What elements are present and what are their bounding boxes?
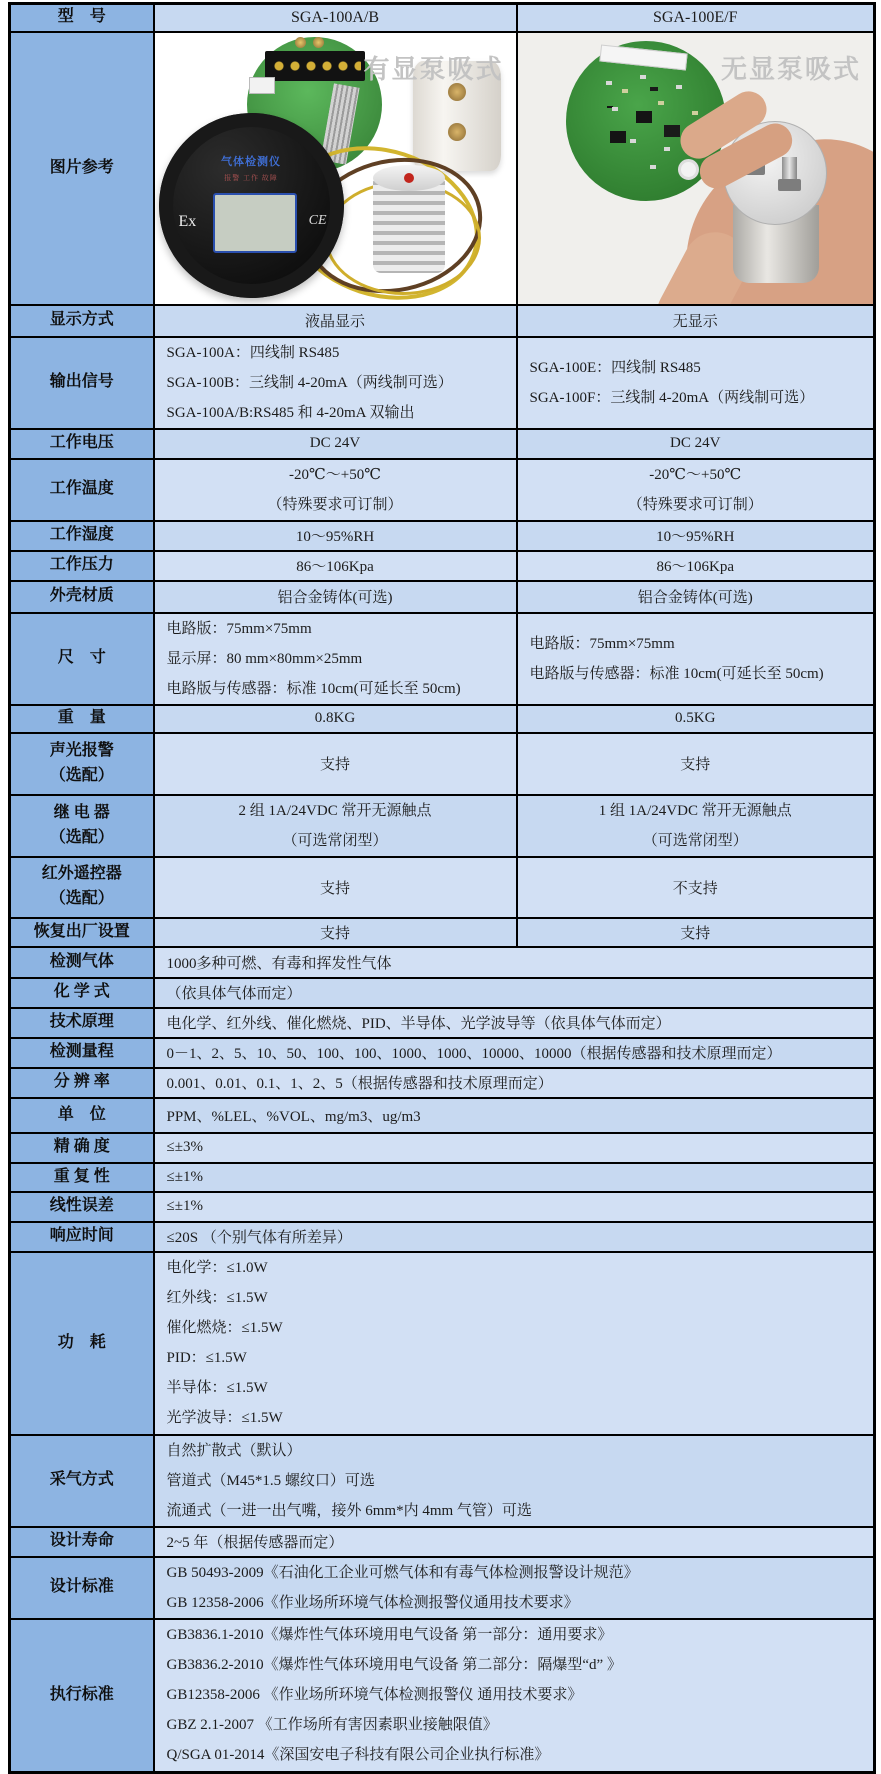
photo-row-label: 图片参考 [10, 32, 154, 305]
label-line: 继 电 器 [53, 803, 110, 821]
nozzle-icon [782, 157, 797, 183]
merged-value: ≤±1% [154, 1192, 875, 1222]
merged-value: 2~5 年（根据传感器而定） [154, 1527, 875, 1557]
spec-row-power [10, 1252, 875, 1435]
spec-row-formula [10, 978, 875, 1008]
spec-row-execution-standard [10, 1619, 875, 1773]
value-right: 铝合金铸体(可选) [517, 581, 875, 613]
row-label: 显示方式 [10, 305, 154, 337]
merged-value [154, 1435, 875, 1527]
value-line: SGA-100E：四线制 RS485 [529, 359, 701, 376]
pcb-label-icon [599, 44, 687, 70]
photo-cell-left [154, 32, 517, 305]
model-name-left: SGA-100A/B [154, 4, 517, 32]
value-right [517, 337, 875, 429]
value-left: 10～95%RH [154, 521, 517, 551]
value-line: （特殊要求可订制） [267, 496, 403, 513]
brass-fitting-icon [448, 123, 466, 141]
spec-row-response-time [10, 1222, 875, 1252]
merged-value: （依具体气体而定） [154, 978, 875, 1008]
label-line: 红外遥控器 [41, 865, 122, 883]
row-label: 采气方式 [10, 1435, 154, 1527]
value-line: 1 组 1A/24VDC 常开无源触点 [598, 802, 792, 819]
value-line: 电路版与传感器：标准 10cm(可延长至 50cm) [166, 680, 461, 697]
value-line: GB 12358-2006《作业场所环境气体检测报警仪通用技术要求》 [166, 1594, 579, 1611]
spec-row-accuracy [10, 1133, 875, 1163]
value-left: 支持 [154, 918, 517, 947]
value-line: 流通式（一进一出气嘴，接外 6mm*内 4mm 气管）可选 [166, 1502, 532, 1519]
value-right [517, 613, 875, 705]
watermark-right: 无显泵吸式 [720, 53, 861, 84]
value-line: SGA-100F：三线制 4-20mA（两线制可选） [529, 389, 815, 406]
merged-value: ≤20S （个别气体有所差异） [154, 1222, 875, 1252]
lcd-screen-icon [213, 193, 297, 253]
label-line: （选配） [49, 766, 114, 784]
value-left [154, 795, 517, 857]
label-line: （选配） [49, 828, 114, 846]
value-line: 催化燃烧：≤1.5W [166, 1320, 283, 1336]
value-right: 支持 [517, 733, 875, 795]
value-right: 支持 [517, 918, 875, 947]
smd-components-icon [606, 81, 612, 85]
value-line: GB3836.1-2010《爆炸性气体环境用电气设备 第一部分：通用要求》 [166, 1627, 613, 1644]
model-row [10, 4, 875, 32]
photo-cell-right [517, 32, 875, 305]
value-line: 管道式（M45*1.5 螺纹口）可选 [166, 1472, 375, 1489]
row-label: 设计寿命 [10, 1527, 154, 1557]
spec-row-pressure [10, 551, 875, 581]
row-label: 功 耗 [10, 1252, 154, 1435]
row-label: 响应时间 [10, 1222, 154, 1252]
row-label: 线性误差 [10, 1192, 154, 1222]
spec-row-factory-reset [10, 918, 875, 947]
value-left [154, 337, 517, 429]
value-line: GB 50493-2009《石油化工企业可燃气体和有毒气体检测报警设计规范》 [166, 1564, 639, 1581]
row-label: 重 量 [10, 705, 154, 733]
spec-row-housing [10, 581, 875, 613]
gas-detector-icon [159, 113, 344, 298]
row-label: 检测量程 [10, 1038, 154, 1068]
value-right [517, 795, 875, 857]
value-left: 0.8KG [154, 705, 517, 733]
spec-row-range [10, 1038, 875, 1068]
product-photo-sga100ab [155, 33, 516, 304]
detector-led-labels: 报警 工作 故障 [224, 173, 278, 182]
value-right: 0.5KG [517, 705, 875, 733]
terminal-block-icon [265, 51, 365, 81]
spec-row-linearity [10, 1192, 875, 1222]
row-label: 重 复 性 [10, 1163, 154, 1192]
value-line: 自然扩散式（默认） [166, 1442, 302, 1459]
merged-value: ≤±3% [154, 1133, 875, 1163]
connector-icon [249, 77, 275, 94]
merged-value: PPM、%LEL、%VOL、mg/m3、ug/m3 [154, 1098, 875, 1133]
value-line: SGA-100A/B:RS485 和 4-20mA 双输出 [166, 404, 415, 421]
spec-row-principle [10, 1008, 875, 1038]
value-line: PID：≤1.5W [166, 1350, 247, 1366]
label-line: 声光报警 [49, 741, 114, 759]
red-dot-icon [404, 173, 414, 183]
value-line: SGA-100B：三线制 4-20mA（两线制可选） [166, 374, 453, 391]
merged-value: ≤±1% [154, 1163, 875, 1192]
spec-row-voltage [10, 429, 875, 459]
row-label: 执行标准 [10, 1619, 154, 1773]
spec-row-weight [10, 705, 875, 733]
merged-value: 电化学、红外线、催化燃烧、PID、半导体、光学波导等（依具体气体而定） [154, 1008, 875, 1038]
value-line: 光学波导：≤1.5W [166, 1410, 283, 1426]
value-line: -20℃～+50℃ [649, 466, 742, 483]
spec-row-dimensions [10, 613, 875, 705]
value-left: 86～106Kpa [154, 551, 517, 581]
merged-value [154, 1252, 875, 1435]
merged-value: 0.001、0.01、0.1、1、2、5（根据传感器和技术原理而定） [154, 1068, 875, 1098]
value-right: 不支持 [517, 857, 875, 918]
value-right: 86～106Kpa [517, 551, 875, 581]
product-photo-sga100ef [518, 33, 874, 304]
spec-row-temperature [10, 459, 875, 521]
value-line: （特殊要求可订制） [627, 496, 763, 513]
sensor-cap-icon [373, 165, 445, 191]
value-line: （可选常闭型） [282, 832, 388, 849]
value-line: （可选常闭型） [642, 832, 748, 849]
spec-row-units [10, 1098, 875, 1133]
mounting-hole-icon [678, 159, 699, 180]
value-left [154, 459, 517, 521]
value-right [517, 459, 875, 521]
chip-components-icon [636, 111, 652, 123]
spec-row-display-mode [10, 305, 875, 337]
row-label: 精 确 度 [10, 1133, 154, 1163]
merged-value [154, 1557, 875, 1619]
value-line: GBZ 2.1-2007 《工作场所有害因素职业接触限值》 [166, 1717, 498, 1734]
spec-row-alarm [10, 733, 875, 795]
value-line: 电路版：75mm×75mm [529, 635, 675, 652]
spec-row-output-signal [10, 337, 875, 429]
value-right: 无显示 [517, 305, 875, 337]
merged-value: 1000多种可燃、有毒和挥发性气体 [154, 947, 875, 978]
value-line: -20℃～+50℃ [288, 466, 381, 483]
row-label: 工作温度 [10, 459, 154, 521]
ex-mark: Ex [178, 212, 197, 230]
value-left [154, 613, 517, 705]
brass-screw-icon [313, 37, 324, 48]
row-label [10, 795, 154, 857]
value-left: DC 24V [154, 429, 517, 459]
value-right: DC 24V [517, 429, 875, 459]
watermark-left: 有显泵吸式 [363, 53, 504, 84]
row-label: 检测气体 [10, 947, 154, 978]
row-label: 输出信号 [10, 337, 154, 429]
merged-value: 0－1、2、5、10、50、100、100、1000、1000、10000、10000（根据传感器和技术原理而定） [154, 1038, 875, 1068]
photo-row [10, 32, 875, 305]
spec-row-relay [10, 795, 875, 857]
row-label: 工作湿度 [10, 521, 154, 551]
value-line: Q/SGA 01-2014《深国安电子科技有限公司企业执行标准》 [166, 1747, 550, 1764]
value-line: 红外线：≤1.5W [166, 1290, 268, 1306]
detector-title: 气体检测仪 [221, 155, 281, 168]
spec-row-humidity [10, 521, 875, 551]
spec-row-lifespan [10, 1527, 875, 1557]
spec-row-design-standard [10, 1557, 875, 1619]
model-row-label: 型 号 [10, 4, 154, 32]
spec-row-repeatability [10, 1163, 875, 1192]
value-line: GB12358-2006 《作业场所环境气体检测报警仪 通用技术要求》 [166, 1687, 583, 1704]
row-label: 工作电压 [10, 429, 154, 459]
brass-screw-icon [295, 37, 306, 48]
row-label: 技术原理 [10, 1008, 154, 1038]
model-name-right: SGA-100E/F [517, 4, 875, 32]
value-line: 电路版与传感器：标准 10cm(可延长至 50cm) [529, 665, 824, 682]
value-line: 电化学：≤1.0W [166, 1260, 268, 1276]
value-left: 铝合金铸体(可选) [154, 581, 517, 613]
value-line: SGA-100A：四线制 RS485 [166, 344, 340, 361]
value-line: 2 组 1A/24VDC 常开无源触点 [238, 802, 432, 819]
row-label [10, 733, 154, 795]
spec-row-gases [10, 947, 875, 978]
ce-mark: CE [308, 212, 327, 228]
row-label: 单 位 [10, 1098, 154, 1133]
row-label: 外壳材质 [10, 581, 154, 613]
spec-row-sampling [10, 1435, 875, 1527]
row-label: 工作压力 [10, 551, 154, 581]
value-line: 显示屏：80 mm×80mm×25mm [166, 650, 363, 667]
value-line: 电路版：75mm×75mm [166, 620, 312, 637]
value-line: 半导体：≤1.5W [166, 1380, 268, 1396]
value-left: 液晶显示 [154, 305, 517, 337]
value-left: 支持 [154, 733, 517, 795]
spec-row-resolution [10, 1068, 875, 1098]
row-label [10, 857, 154, 918]
value-right: 10～95%RH [517, 521, 875, 551]
row-label: 恢复出厂设置 [10, 918, 154, 947]
value-line: GB3836.2-2010《爆炸性气体环境用电气设备 第二部分：隔爆型“d” 》 [166, 1657, 622, 1674]
value-left: 支持 [154, 857, 517, 918]
label-line: （选配） [49, 890, 114, 907]
row-label: 设计标准 [10, 1557, 154, 1619]
spec-row-remote [10, 857, 875, 918]
merged-value [154, 1619, 875, 1773]
row-label: 分 辨 率 [10, 1068, 154, 1098]
spec-table [8, 2, 876, 1774]
row-label: 化 学 式 [10, 978, 154, 1008]
row-label: 尺 寸 [10, 613, 154, 705]
